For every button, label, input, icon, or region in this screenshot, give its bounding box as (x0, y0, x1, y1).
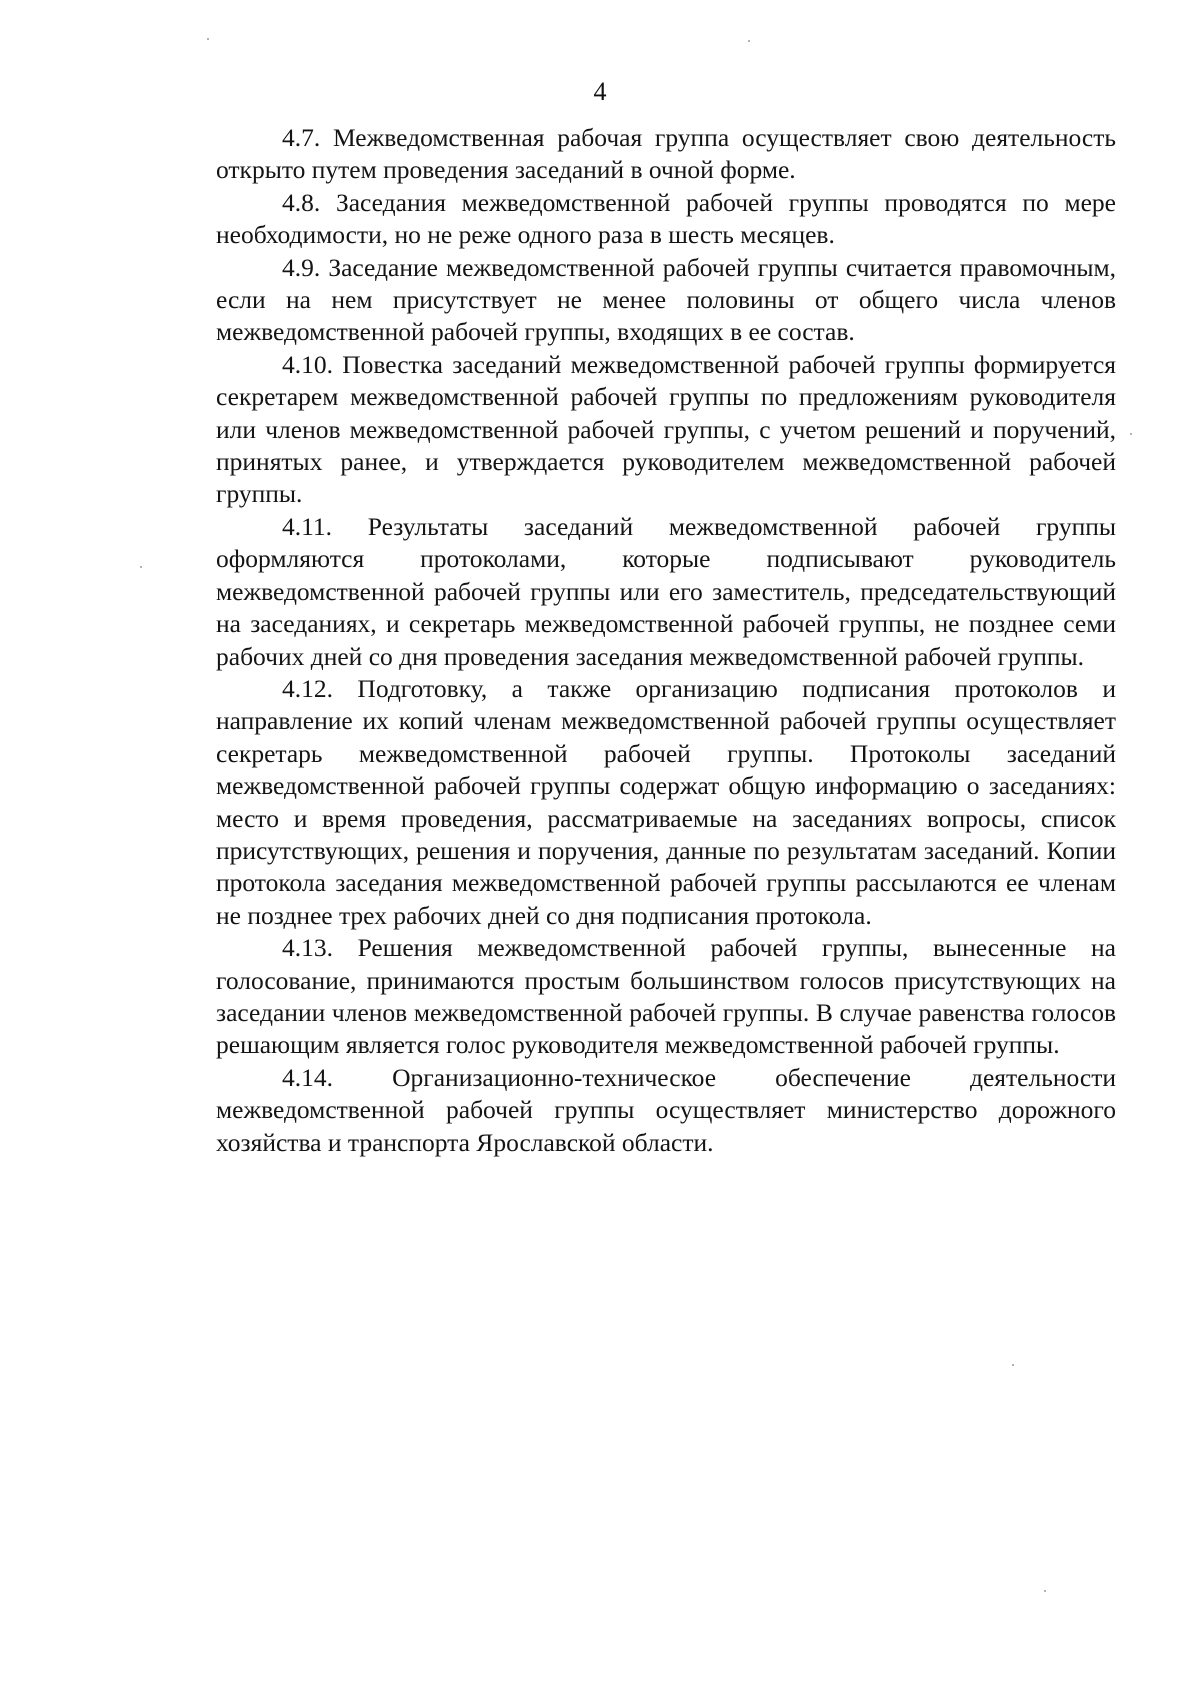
document-body (216, 122, 1116, 1159)
scan-speck (1130, 433, 1132, 435)
scan-speck (748, 40, 750, 42)
scan-speck (1012, 1364, 1014, 1366)
page-number: 4 (593, 77, 607, 106)
paragraph-4-8: 4.8. Заседания межведомственной рабочей группы проводятся по мере необходимости, но не реже одного раза в шесть месяцев. (216, 187, 1116, 250)
paragraph-4-11: 4.11. Результаты заседаний межведомственной рабочей группы оформляются протоколами, которые подписывают руководитель межведомственной рабочей группы или его заместитель, председательствующий на заседаниях, и секретарь межведомственной рабочей группы, не позднее семи рабочих дней со дня проведения заседания межведомственной рабочей группы. (216, 511, 1116, 671)
scan-speck (140, 566, 142, 568)
paragraph-4-12: 4.12. Подготовку, а также организацию подписания протоколов и направление их копий членам межведомственной рабочей группы осуществляет секретарь межведомственной рабочей группы. Протоколы заседаний межведомственной рабочей группы содержат общую информацию о заседаниях: место и время проведения, рассматриваемые на заседаниях вопросы, список присутствующих, решения и поручения, данные по результатам заседаний. Копии протокола заседания межведомственной рабочей группы рассылаются ее членам не позднее трех рабочих дней со дня подписания протокола. (216, 673, 1116, 930)
paragraph-4-9: 4.9. Заседание межведомственной рабочей группы считается правомочным, если на нем присутствует не менее половины от общего числа членов межведомственной рабочей группы, входящих в ее состав. (216, 252, 1116, 347)
paragraph-4-14: 4.14. Организационно-техническое обеспечение деятельности межведомственной рабочей группы осуществляет министерство дорожного хозяйства и транспорта Ярославской области. (216, 1062, 1116, 1157)
scan-speck (1044, 1590, 1046, 1592)
scan-speck (207, 38, 209, 40)
paragraph-4-7: 4.7. Межведомственная рабочая группа осуществляет свою деятельность открыто путем проведения заседаний в очной форме. (216, 123, 1116, 185)
paragraph-4-13: 4.13. Решения межведомственной рабочей группы, вынесенные на голосование, принимаются простым большинством голосов присутствующих на заседании членов межведомственной рабочей группы. В случае равенства голосов решающим является голос руководителя межведомственной рабочей группы. (216, 933, 1116, 1060)
paragraph-4-10: 4.10. Повестка заседаний межведомственной рабочей группы формируется секретарем межведомственной рабочей группы по предложениям руководителя или членов межведомственной рабочей группы, с учетом решений и поручений, принятых ранее, и утверждается руководителем межведомственной рабочей группы. (216, 349, 1116, 509)
